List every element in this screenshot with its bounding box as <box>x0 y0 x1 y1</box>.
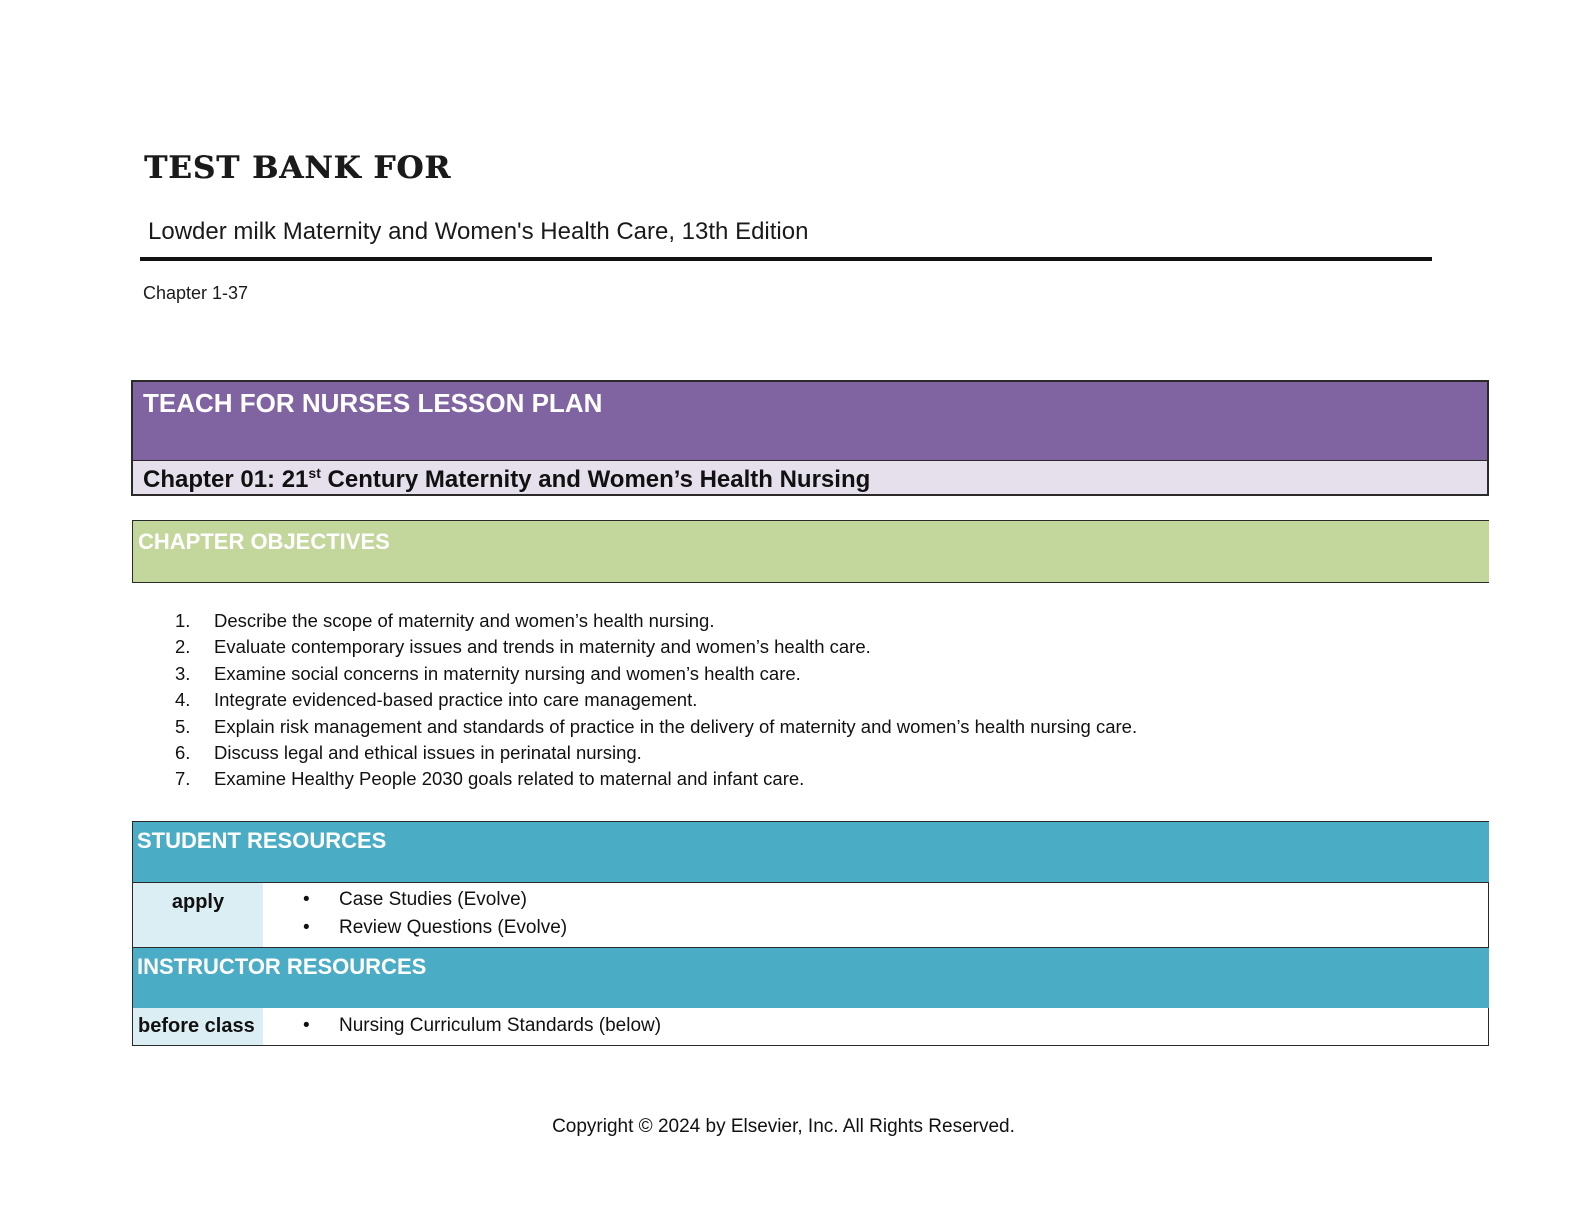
chapter-title <box>143 465 870 494</box>
instructor-resources-heading: INSTRUCTOR RESOURCES <box>137 954 427 979</box>
instructor-resources-band <box>133 947 1489 1009</box>
resource-item: Nursing Curriculum Standards (below) <box>339 1015 662 1036</box>
objective-text: Describe the scope of maternity and women’s health nursing. <box>214 610 715 631</box>
objective-text: Integrate evidenced-based practice into care management. <box>214 689 698 711</box>
instructor-resources-label-cell <box>133 1008 263 1045</box>
chapter-title-suffix: Century Maternity and Women’s Health Nursing <box>320 466 871 493</box>
chapter-range: Chapter 1-37 <box>143 283 249 303</box>
resources-table <box>132 821 1489 1046</box>
copyright-footer: Copyright © 2024 by Elsevier, Inc. All Rights Reserved. <box>552 1116 1015 1137</box>
bullet-icon: • <box>303 889 310 910</box>
objective-number: 7. <box>175 768 191 790</box>
objective-text: Discuss legal and ethical issues in perinatal nursing. <box>214 741 642 763</box>
objective-text: Explain risk management and standards of practice in the delivery of maternity and women’s health nursing care. <box>214 715 1138 737</box>
lesson-plan-header-box <box>131 380 1489 496</box>
objective-text: Examine Healthy People 2030 goals related to maternal and infant care. <box>214 768 805 790</box>
objective-text: Examine social concerns in maternity nursing and women’s health care. <box>214 662 801 684</box>
objective-number: 6. <box>175 741 191 763</box>
student-resources-heading: STUDENT RESOURCES <box>137 828 387 853</box>
resource-item: Review Questions (Evolve) <box>339 917 568 938</box>
bullet-icon: • <box>303 917 310 938</box>
book-title: Lowder milk Maternity and Women's Health Care, 13th Edition <box>148 218 809 245</box>
title-divider <box>140 257 1432 261</box>
objective-number: 2. <box>175 636 191 658</box>
resource-item: Case Studies (Evolve) <box>339 889 527 910</box>
lesson-plan-title-band <box>133 382 1487 461</box>
test-bank-heading: TEST BANK FOR <box>144 150 452 186</box>
student-resources-band <box>133 822 1489 883</box>
objective-number: 3. <box>175 662 191 684</box>
chapter-title-superscript: st <box>308 465 321 481</box>
bullet-icon: • <box>303 1015 310 1036</box>
objective-text: Evaluate contemporary issues and trends in maternity and women’s health care. <box>214 636 871 658</box>
objective-number: 4. <box>175 689 191 711</box>
lesson-plan-title: TEACH FOR NURSES LESSON PLAN <box>143 388 603 418</box>
student-resources-row <box>133 883 1489 947</box>
objective-number: 5. <box>175 715 191 737</box>
instructor-resources-row <box>133 1008 1489 1045</box>
chapter-title-prefix: Chapter 01: 21 <box>143 466 309 493</box>
objective-number: 1. <box>175 610 191 631</box>
student-resources-label-cell <box>133 883 263 947</box>
chapter-objectives-heading: CHAPTER OBJECTIVES <box>138 529 390 554</box>
before-class-label: before class <box>138 1015 255 1037</box>
chapter-objectives-band <box>132 520 1489 583</box>
apply-label: apply <box>171 891 225 913</box>
chapter-title-band <box>133 461 1487 494</box>
